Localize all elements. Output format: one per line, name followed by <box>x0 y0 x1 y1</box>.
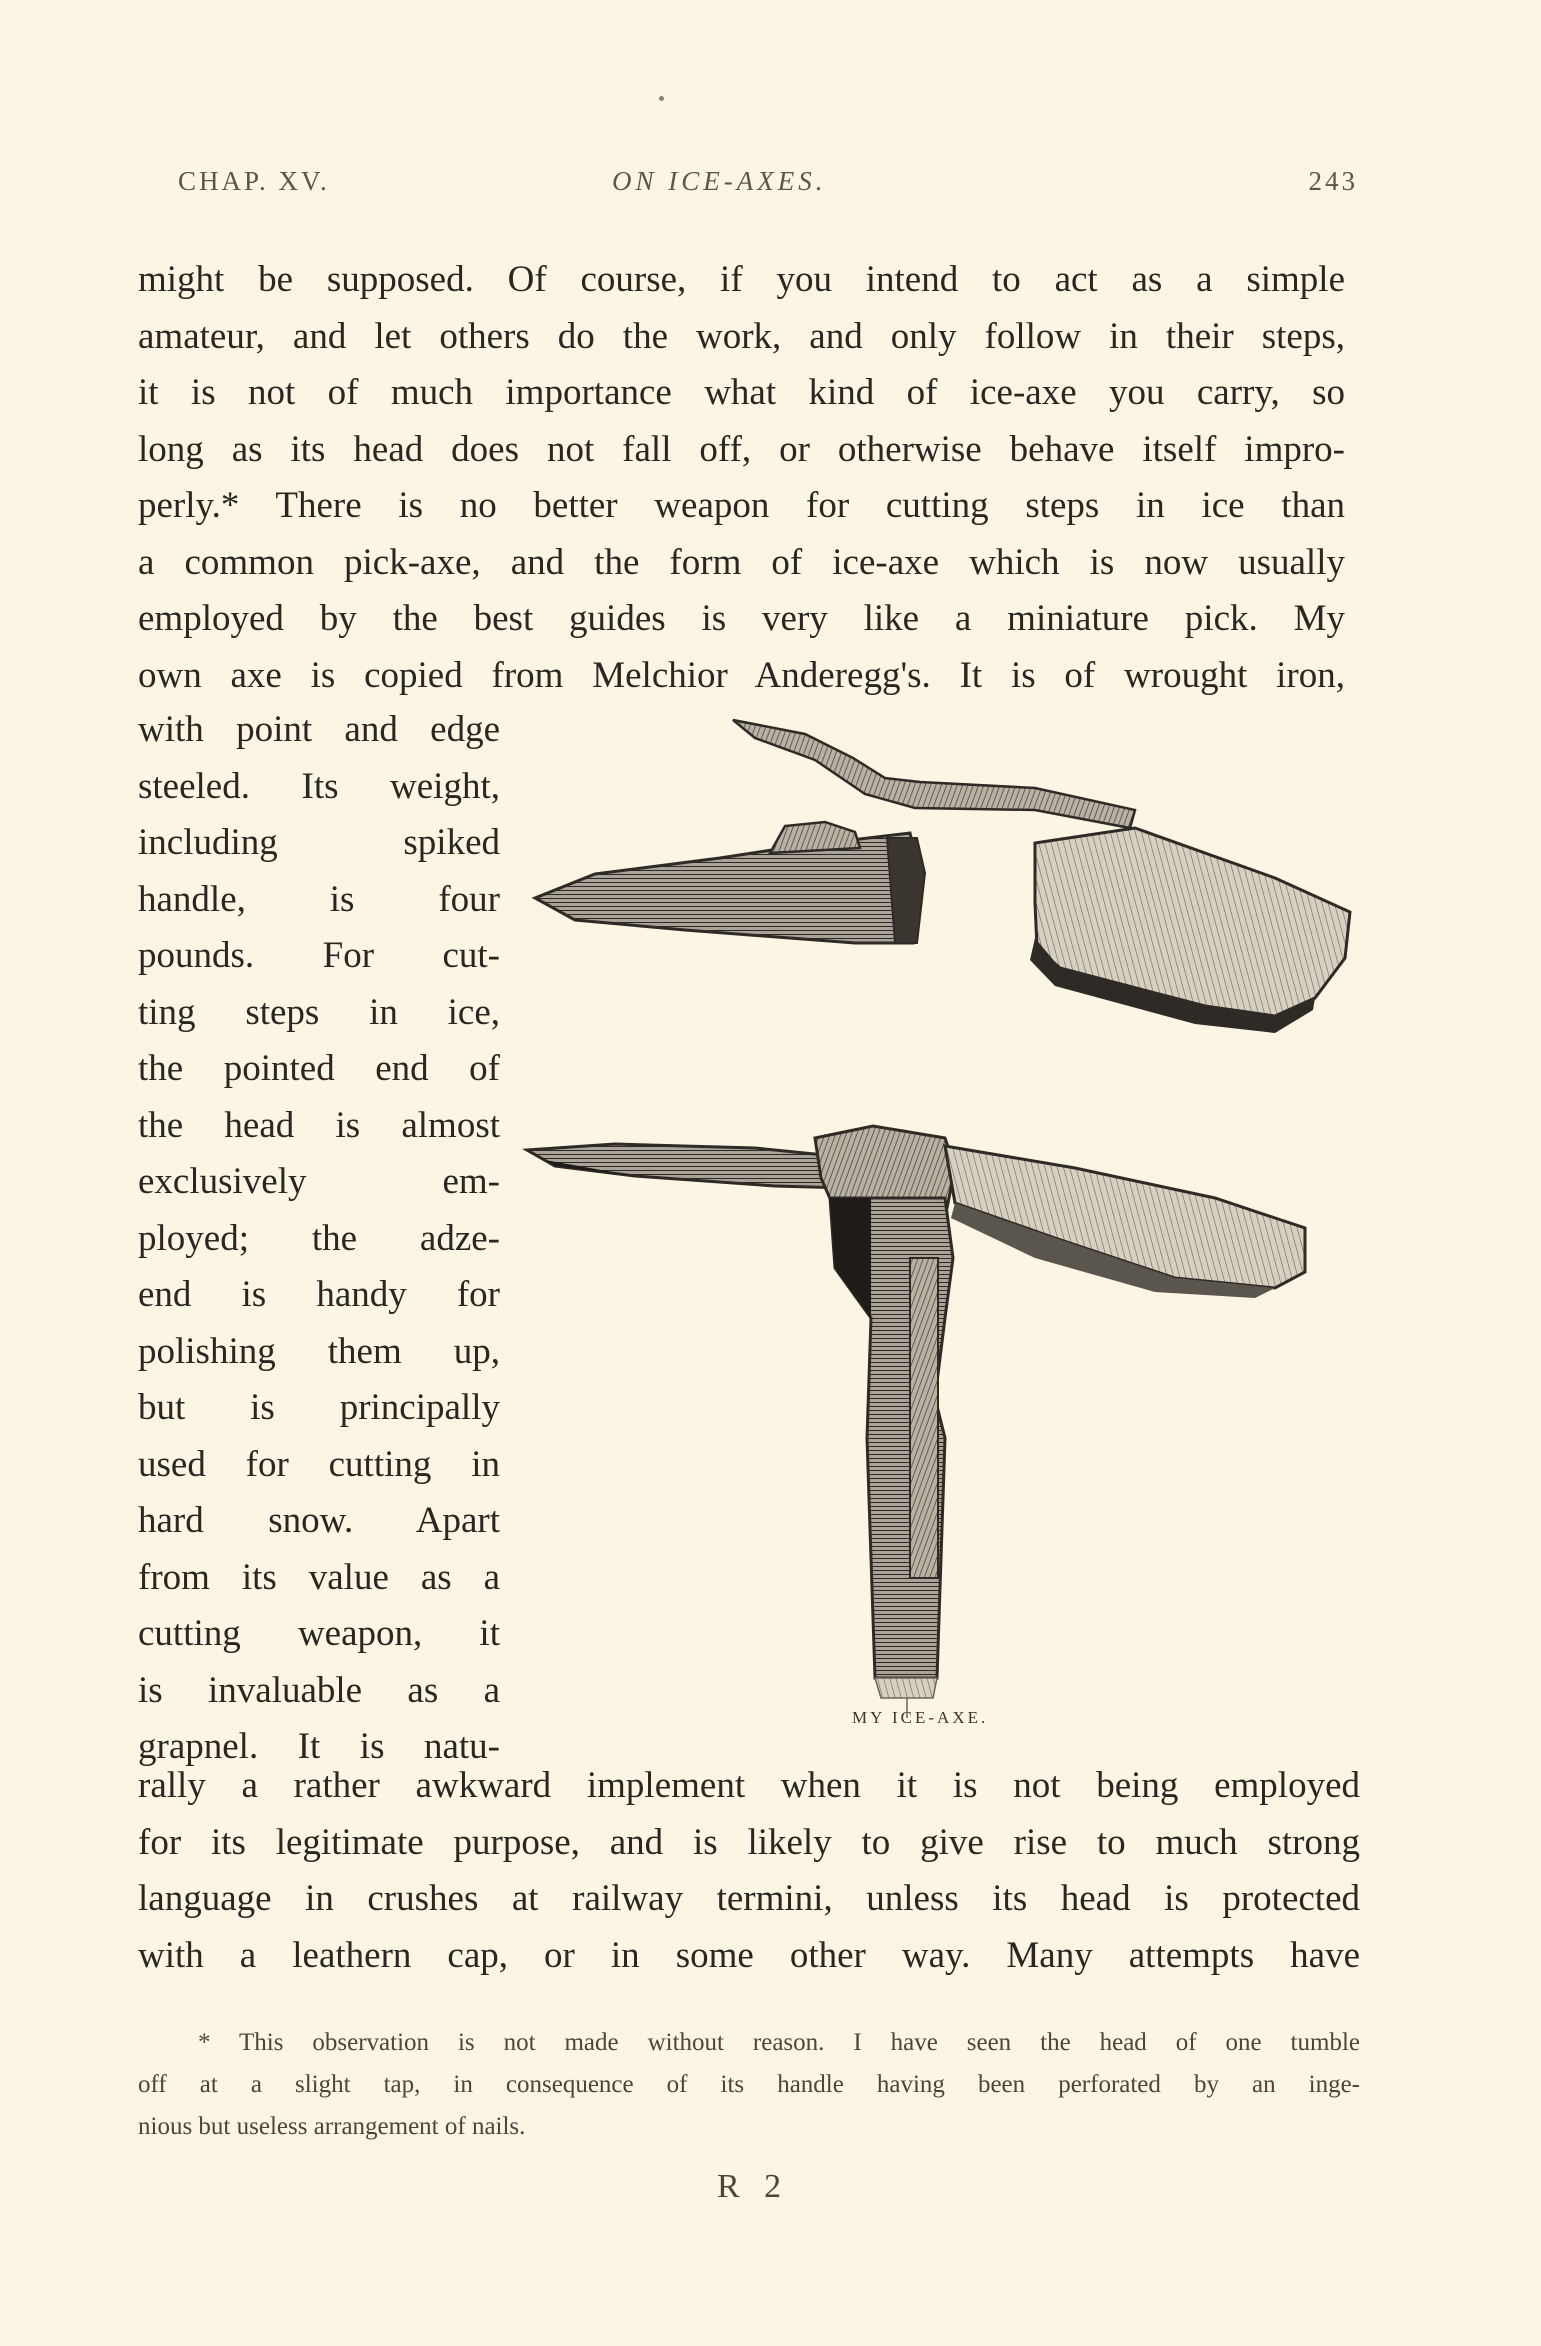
footnote <box>138 2022 1360 2148</box>
text-line: perly.* There is no better weapon for cutting steps in ice than <box>138 485 1345 526</box>
footnote-line: nious but useless arrangement of nails. <box>138 2113 526 2140</box>
paragraph-top <box>138 252 1345 704</box>
text-line: for its legitimate purpose, and is likely to give rise to much strong <box>138 1821 1360 1863</box>
text-line: but is principally <box>138 1387 500 1428</box>
text-line: with a leathern cap, or in some other way. Many attempts have <box>138 1934 1360 1976</box>
text-line: with point and edge <box>138 709 500 750</box>
chapter-label: CHAP. XV. <box>178 166 330 196</box>
text-line: own axe is copied from Melchior Anderegg's. It is of wrought iron, <box>138 654 1345 696</box>
text-line: from its value as a <box>138 1556 500 1598</box>
text-line: is invaluable as a <box>138 1669 500 1711</box>
text-line: the head is almost <box>138 1104 500 1146</box>
ice-axe-engraving <box>515 698 1363 1718</box>
text-line: polishing them up, <box>138 1330 500 1372</box>
paragraph-narrow-column <box>138 702 500 1776</box>
axe-handle <box>830 1198 953 1718</box>
text-line: grapnel. It is natu- <box>138 1726 500 1767</box>
footnote-line: off at a slight tap, in consequence of its handle having been perforated by an inge- <box>138 2071 1360 2098</box>
text-line: ployed; the adze- <box>138 1217 500 1259</box>
text-line: rally a rather awkward implement when it is not being employed <box>138 1765 1360 1806</box>
text-line: amateur, and let others do the work, and only follow in their steps, <box>138 315 1345 357</box>
text-line: hard snow. Apart <box>138 1500 500 1541</box>
signature-mark: R 2 <box>717 2168 790 2205</box>
text-line: language in crushes at railway termini, unless its head is protected <box>138 1878 1360 1919</box>
paragraph-bottom <box>138 1758 1360 1984</box>
text-line: it is not of much importance what kind of ice-axe you carry, so <box>138 372 1345 413</box>
text-line: end is handy for <box>138 1274 500 1315</box>
text-line: handle, is four <box>138 878 500 920</box>
footnote-line: * This observation is not made without reason. I have seen the head of one tumble <box>198 2029 1360 2056</box>
text-line: cutting weapon, it <box>138 1613 500 1654</box>
text-line: pounds. For cut- <box>138 935 500 976</box>
running-title: ON ICE-AXES. <box>612 166 827 196</box>
text-line: the pointed end of <box>138 1048 500 1089</box>
page-number: 243 <box>1308 166 1358 196</box>
page-speck <box>659 96 664 101</box>
figure-caption: MY ICE-AXE. <box>852 1708 989 1727</box>
text-line: might be supposed. Of course, if you intend to act as a simple <box>138 259 1345 300</box>
text-line: including spiked <box>138 822 500 863</box>
pick-end-detail <box>535 822 925 943</box>
ice-axe-illustration <box>515 698 1363 1718</box>
text-line: steeled. Its weight, <box>138 765 500 807</box>
text-line: ting steps in ice, <box>138 991 500 1033</box>
running-head <box>178 166 1358 206</box>
text-line: long as its head does not fall off, or otherwise behave itself impro- <box>138 428 1345 470</box>
text-line: employed by the best guides is very like a miniature pick. My <box>138 598 1345 639</box>
text-line: exclusively em- <box>138 1161 500 1202</box>
text-line: used for cutting in <box>138 1443 500 1485</box>
text-line: a common pick-axe, and the form of ice-axe which is now usually <box>138 541 1345 583</box>
